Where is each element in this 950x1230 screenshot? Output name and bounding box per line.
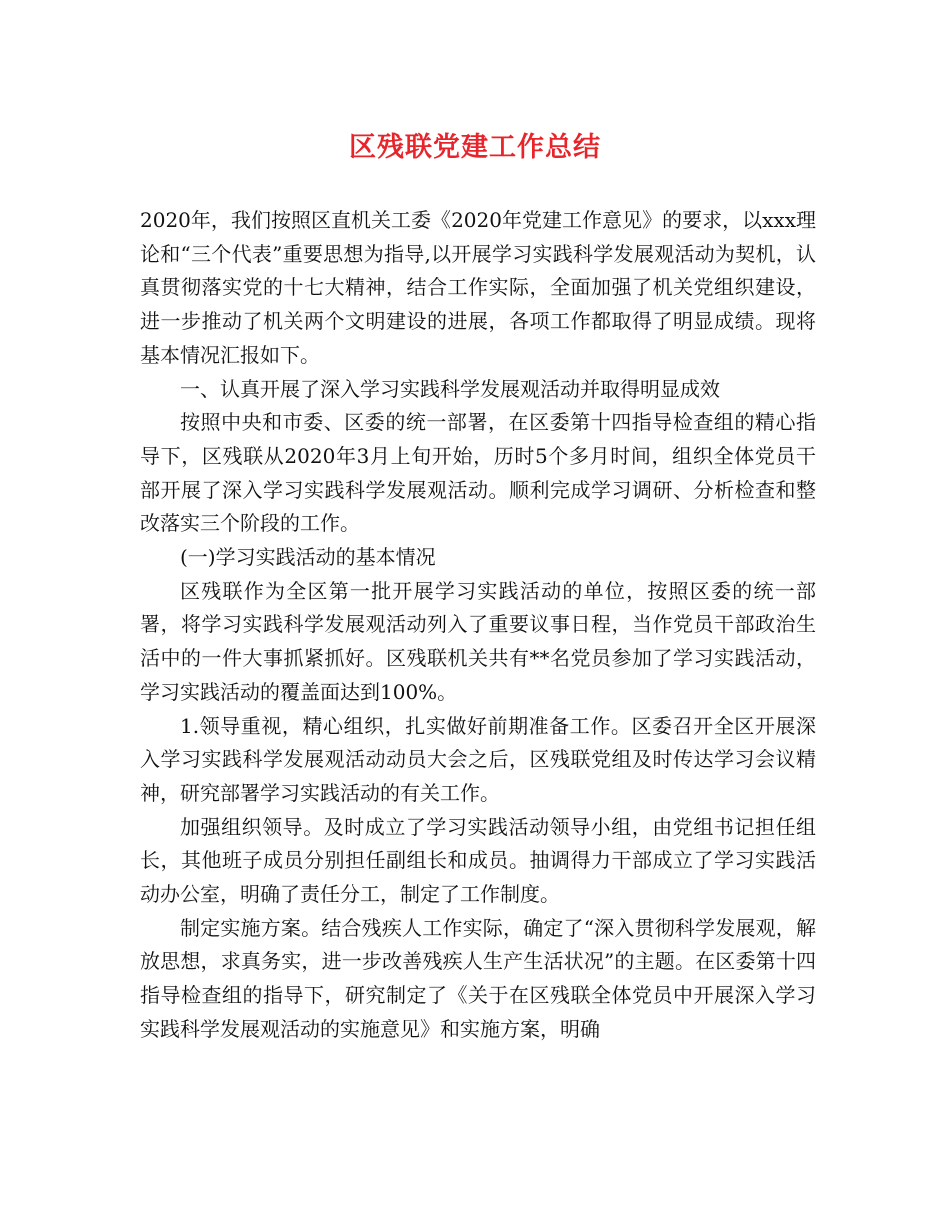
paragraph: 制定实施方案。结合残疾人工作实际，确定了“深入贯彻科学发展观，解放思想，求真务实，进一步改善残疾人生产生活状况”的主题。在区委第十四指导检查组的指导下，研究制定了《关于在区残联全体党员中开展深入学习实践科学发展观活动的实施意见》和实施方案，明确 [140,915,816,1041]
paragraph: 1.领导重视，精心组织，扎实做好前期准备工作。区委召开全区开展深入学习实践科学发展观活动动员大会之后，区残联党组及时传达学习会议精神，研究部署学习实践活动的有关工作。 [140,713,816,805]
paragraph-intro: 2020年，我们按照区直机关工委《2020年党建工作意见》的要求，以xxx理论和“三个代表”重要思想为指导,以开展学习实践科学发展观活动为契机，认真贯彻落实党的十七大精神，结合工作实际，全面加强了机关党组织建设，进一步推动了机关两个文明建设的进展，各项工作都取得了明显成绩。现将基本情况汇报如下。 [140,208,816,367]
subsection-heading: (一)学习实践活动的基本情况 [180,545,436,570]
paragraph: 按照中央和市委、区委的统一部署，在区委第十四指导检查组的精心指导下，区残联从2020年3月上旬开始，历时5个多月时间，组织全体党员干部开展了深入学习实践科学发展观活动。顺利完成学习调研、分析检查和整改落实三个阶段的工作。 [140,410,816,536]
document-body [140,204,816,1047]
paragraph: 加强组织领导。及时成立了学习实践活动领导小组，由党组书记担任组长，其他班子成员分别担任副组长和成员。抽调得力干部成立了学习实践活动办公室，明确了责任分工，制定了工作制度。 [140,814,816,907]
document-title: 区残联党建工作总结 [349,132,601,163]
paragraph: 区残联作为全区第一批开展学习实践活动的单位，按照区委的统一部署，将学习实践科学发展观活动列入了重要议事日程，当作党员干部政治生活中的一件大事抓紧抓好。区残联机关共有**名党员参加了学习实践活动，学习实践活动的覆盖面达到100%。 [140,578,816,704]
section-heading-1: 一、认真开展了深入学习实践科学发展观活动并取得明显成效 [180,376,720,401]
